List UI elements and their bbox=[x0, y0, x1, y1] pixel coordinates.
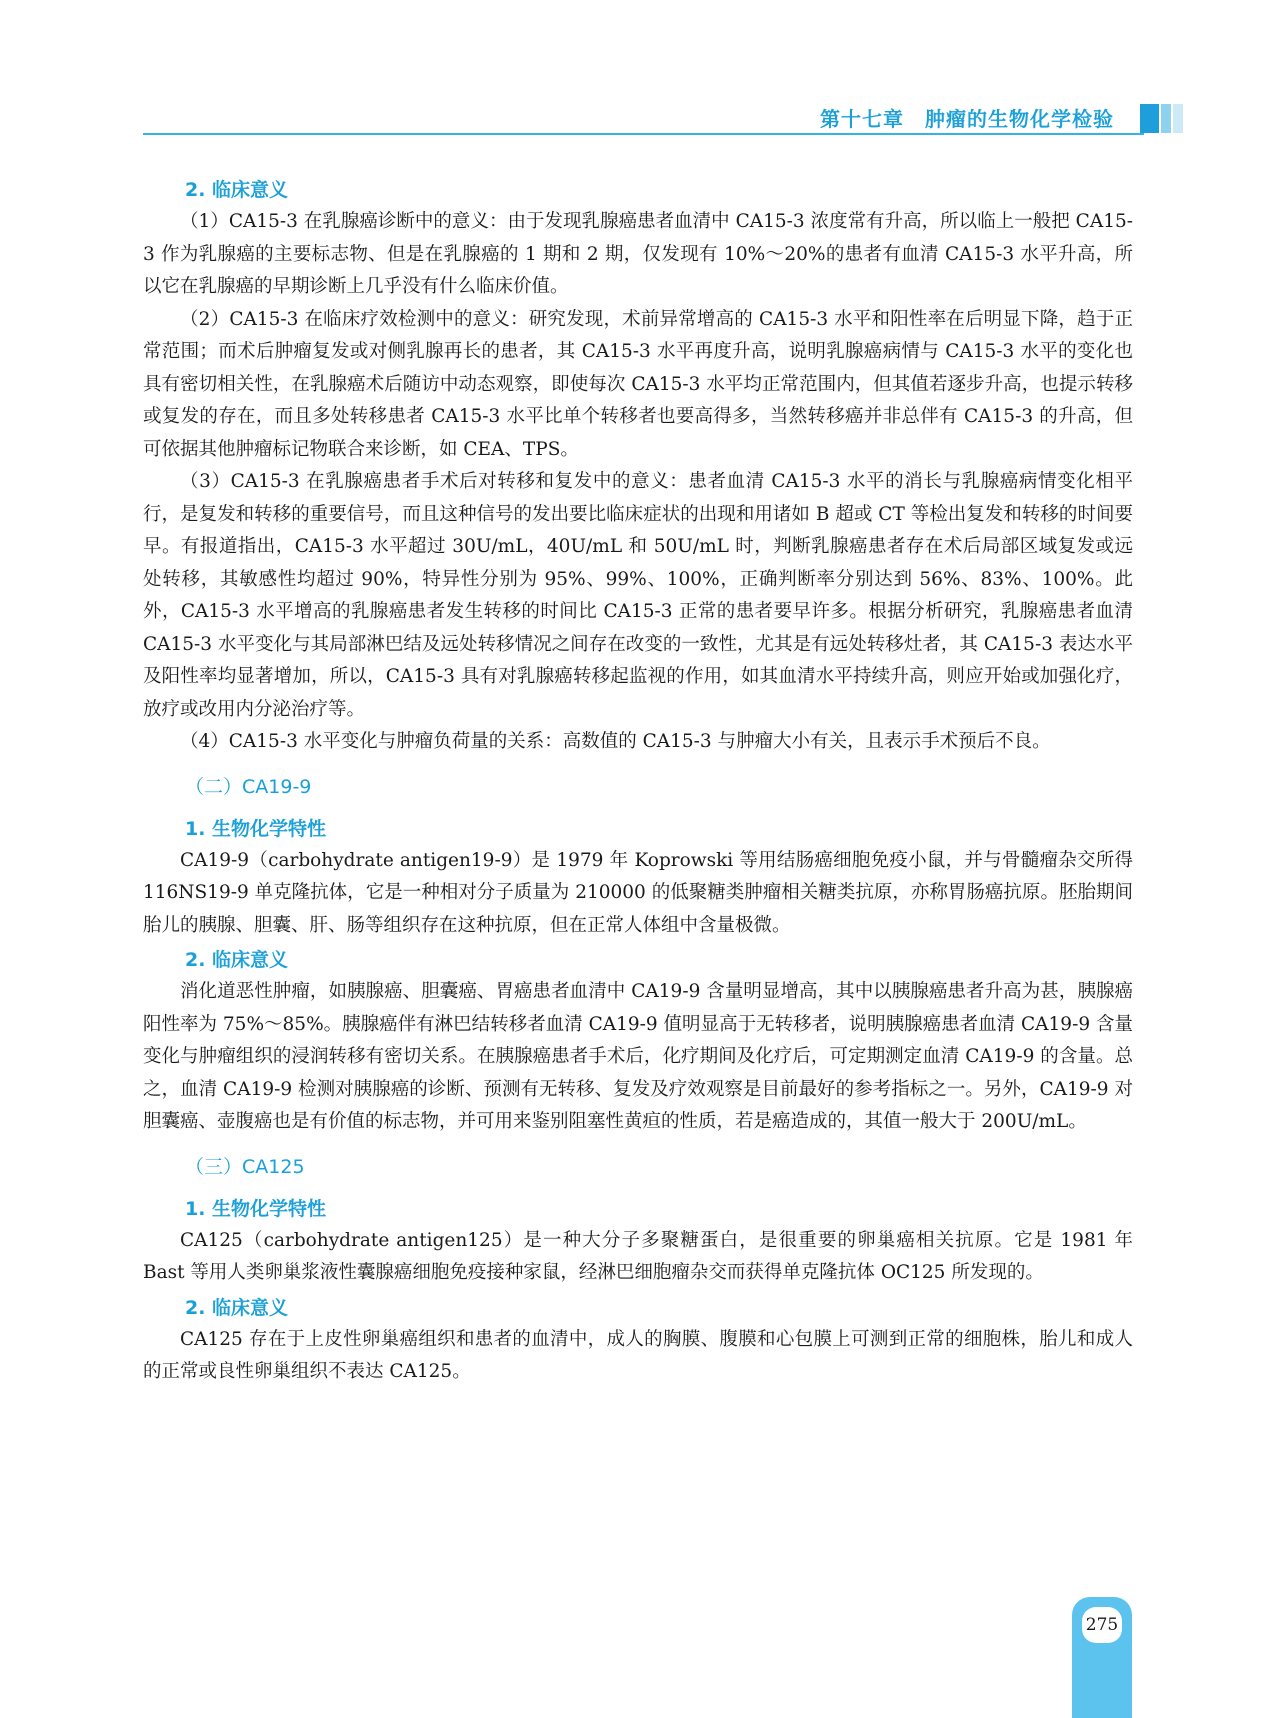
paragraph: （3）CA15-3 在乳腺癌患者手术后对转移和复发中的意义：患者血清 CA15-3 水平的消长与乳腺癌病情变化相平行，是复发和转移的重要信号，而且这种信号的发出要比临床症状的出现和用诸如 B 超或 CT 等检出复发和转移的时间要早。有报道指出，CA15-3 水平超过 30U/mL，40U/mL 和 50U/mL 时，判断乳腺癌患者存在术后局部区域复发或远处转移，其敏感性均超过 90%，特异性分别为 95%、99%、100%，正确判断率分别达到 56%、83%、100%。此外，CA15-3 水平增高的乳腺癌患者发生转移的时间比 CA15-3 正常的患者要早许多。根据分析研究，乳腺癌患者血清 CA15-3 水平变化与其局部淋巴结及远处转移情况之间存在改变的一致性，尤其是有远处转移灶者，其 CA15-3 表达水平及阳性率均显著增加，所以，CA15-3 具有对乳腺癌转移起监视的作用，如其血清水平持续升高，则应开始或加强化疗，放疗或改用内分泌治疗等。 bbox=[143, 471, 1133, 720]
subsection-heading: 2. 临床意义 bbox=[185, 949, 289, 971]
chapter-title: 第十七章 肿瘤的生物化学检验 bbox=[820, 107, 1114, 131]
page-content bbox=[143, 172, 1133, 1389]
header-rule bbox=[143, 133, 1144, 135]
paragraph: （2）CA15-3 在临床疗效检测中的意义：研究发现，术前异常增高的 CA15-3 水平和阳性率在后明显下降，趋于正常范围；而术后肿瘤复发或对侧乳腺再长的患者，其 CA15-3 水平再度升高，说明乳腺癌病情与 CA15-3 水平的变化也具有密切相关性，在乳腺癌术后随访中动态观察，即使每次 CA15-3 水平均正常范围内，但其值若逐步升高，也提示转移或复发的存在，而且多处转移患者 CA15-3 水平比单个转移者也要高得多，当然转移癌并非总伴有 CA15-3 的升高，但可依据其他肿瘤标记物联合来诊断，如 CEA、TPS。 bbox=[143, 308, 1133, 460]
paragraph: 消化道恶性肿瘤，如胰腺癌、胆囊癌、胃癌患者血清中 CA19-9 含量明显增高，其中以胰腺癌患者升高为甚，胰腺癌阳性率为 75%～85%。胰腺癌伴有淋巴结转移者血清 CA19-9 值明显高于无转移者，说明胰腺癌患者血清 CA19-9 含量变化与肿瘤组织的浸润转移有密切关系。在胰腺癌患者手术后，化疗期间及化疗后，可定期测定血清 CA19-9 的含量。总之，血清 CA19-9 检测对胰腺癌的诊断、预测有无转移、复发及疗效观察是目前最好的参考指标之一。另外，CA19-9 对胆囊癌、壶腹癌也是有价值的标志物，并可用来鉴别阻塞性黄疸的性质，若是癌造成的，其值一般大于 200U/mL。 bbox=[143, 981, 1133, 1132]
page-number: 275 bbox=[1082, 1607, 1122, 1643]
subsection-heading: 2. 临床意义 bbox=[185, 1296, 289, 1319]
header-accent-block bbox=[1161, 104, 1171, 133]
paragraph: CA125 存在于上皮性卵巢癌组织和患者的血清中，成人的胸膜、腹膜和心包膜上可测到正常的细胞株，胎儿和成人的正常或良性卵巢组织不表达 CA125。 bbox=[143, 1328, 1133, 1382]
section-heading: （三）CA125 bbox=[185, 1155, 305, 1178]
header-accent-block bbox=[1173, 104, 1183, 133]
subsection-heading: 1. 生物化学特性 bbox=[185, 817, 327, 840]
paragraph: （1）CA15-3 在乳腺癌诊断中的意义：由于发现乳腺癌患者血清中 CA15-3 浓度常有升高，所以临上一般把 CA15-3 作为乳腺癌的主要标志物、但是在乳腺癌的 1 期和 2 期，仅发现有 10%～20%的患者有血清 CA15-3 水平升高，所以它在乳腺癌的早期诊断上几乎没有什么临床价值。 bbox=[143, 211, 1133, 297]
section-heading: （二）CA19-9 bbox=[185, 775, 312, 798]
paragraph: CA125（carbohydrate antigen125）是一种大分子多聚糖蛋白，是很重要的卵巢癌相关抗原。它是 1981 年 Bast 等用人类卵巢浆液性囊腺癌细胞免疫接种家鼠，经淋巴细胞瘤杂交而获得单克隆抗体 OC125 所发现的。 bbox=[143, 1229, 1133, 1283]
header-accent-block bbox=[1140, 104, 1159, 133]
subsection-heading: 1. 生物化学特性 bbox=[185, 1197, 327, 1220]
paragraph: （4）CA15-3 水平变化与肿瘤负荷量的关系：高数值的 CA15-3 与肿瘤大小有关，且表示手术预后不良。 bbox=[180, 731, 1051, 752]
subsection-heading: 2. 临床意义 bbox=[185, 179, 289, 201]
paragraph: CA19-9（carbohydrate antigen19-9）是 1979 年 Koprowski 等用结肠癌细胞免疫小鼠，并与骨髓瘤杂交所得 116NS19-9 单克隆抗体，它是一种相对分子质量为 210000 的低聚糖类肿瘤相关糖类抗原，亦称胃肠癌抗原。胚胎期间胎儿的胰腺、胆囊、肝、肠等组织存在这种抗原，但在正常人体组中含量极微。 bbox=[143, 849, 1133, 936]
